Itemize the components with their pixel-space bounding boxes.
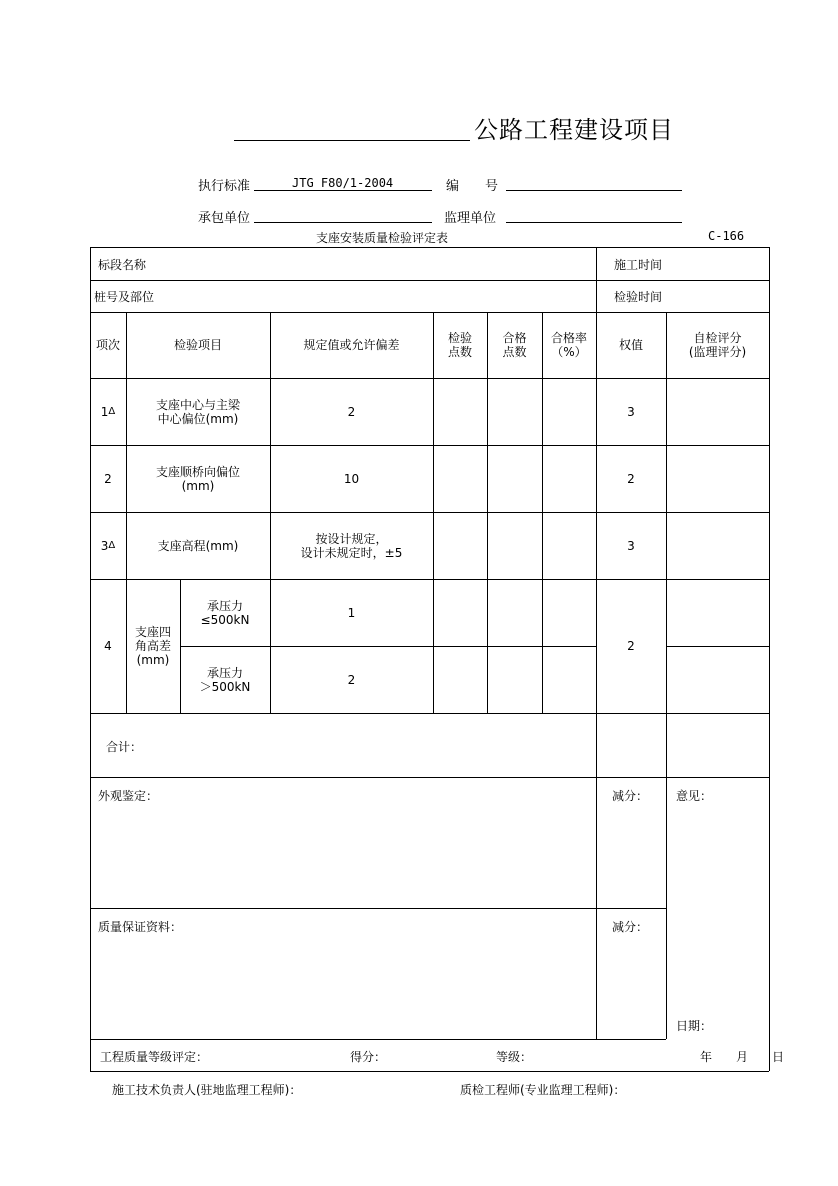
total-label: 合计： [106,740,143,754]
row-no-value: 3 [100,538,109,553]
deduct-appearance-label: 减分： [612,789,649,803]
row-spec: 2 [347,404,356,419]
row-item: 支座高程(mm) [157,538,239,553]
quality-docs-label: 质量保证资料： [98,920,183,934]
row-item: 支座顺桥向偏位 (mm) [155,464,240,493]
construction-lead-signature: 施工技术负责人(驻地监理工程师)： [112,1083,302,1097]
key-item-mark: Δ [108,405,116,417]
supervisor-label: 监理单位 [444,211,497,226]
construction-time-label: 施工时间 [614,258,663,272]
project-name-blank[interactable] [234,140,470,141]
row-no: 4 [104,639,112,653]
row-item: 支座四 角高差 (mm) [134,625,171,667]
row-spec: 10 [343,471,360,486]
sub-spec-gt500: 2 [347,672,356,687]
pile-location-label: 桩号及部位 [94,290,155,304]
col-self-score: 自检评分 (监理评分) [688,331,747,359]
exec-std-label: 执行标准 [198,179,251,194]
col-check-item: 检验项目 [173,338,222,352]
row-weight: 3 [627,404,635,419]
contractor-field[interactable] [254,222,432,223]
row-no-value: 2 [104,471,112,486]
number-label: 编 号 [446,179,499,194]
page-title: 公路工程建设项目 [474,116,674,144]
sub-item-gt500: 承压力 ＞500kN [199,665,251,694]
form-code: C-166 [708,229,745,243]
inspection-time-label: 检验时间 [614,290,663,304]
appearance-label: 外观鉴定： [98,789,159,803]
col-weight: 权值 [618,338,643,352]
row-no-value: 1 [100,404,109,419]
row-weight: 3 [627,538,635,553]
deduct-docs-label: 减分： [612,920,649,934]
date-label: 日期： [676,1019,713,1033]
sub-spec-le500: 1 [347,605,356,620]
sub-item-le500: 承压力 ≤500kN [200,598,250,627]
contractor-label: 承包单位 [198,211,251,226]
row-item: 支座中心与主梁 中心偏位(mm) [155,397,240,426]
grade-eval-label: 工程质量等级评定： [100,1050,209,1064]
row-no [90,512,126,579]
exec-std-value: JTG F80/1-2004 [292,176,394,190]
form-title: 支座安装质量检验评定表 [316,231,449,245]
date-ymd: 年 月 日 [700,1050,785,1064]
grade-label: 等级： [496,1050,533,1064]
row-spec: 按设计规定， 设计未规定时，±5 [300,531,403,560]
number-field[interactable] [506,190,682,191]
opinion-label: 意见： [676,789,713,803]
exec-std-field[interactable] [254,190,432,191]
col-check-points: 检验 点数 [447,331,472,359]
key-item-mark: Δ [108,539,116,551]
col-spec-value: 规定值或允许偏差 [303,338,400,352]
col-pass-rate: 合格率 （%） [550,331,587,359]
col-pass-points: 合格 点数 [502,331,527,359]
row-no [90,445,126,512]
qc-engineer-signature: 质检工程师(专业监理工程师)： [460,1083,626,1097]
supervisor-field[interactable] [506,222,682,223]
score-label: 得分： [350,1050,387,1064]
row-weight: 2 [627,471,635,486]
row-no [90,378,126,445]
col-item-no: 项次 [95,338,120,352]
section-name-label: 标段名称 [98,258,147,272]
row-weight: 2 [627,639,635,653]
